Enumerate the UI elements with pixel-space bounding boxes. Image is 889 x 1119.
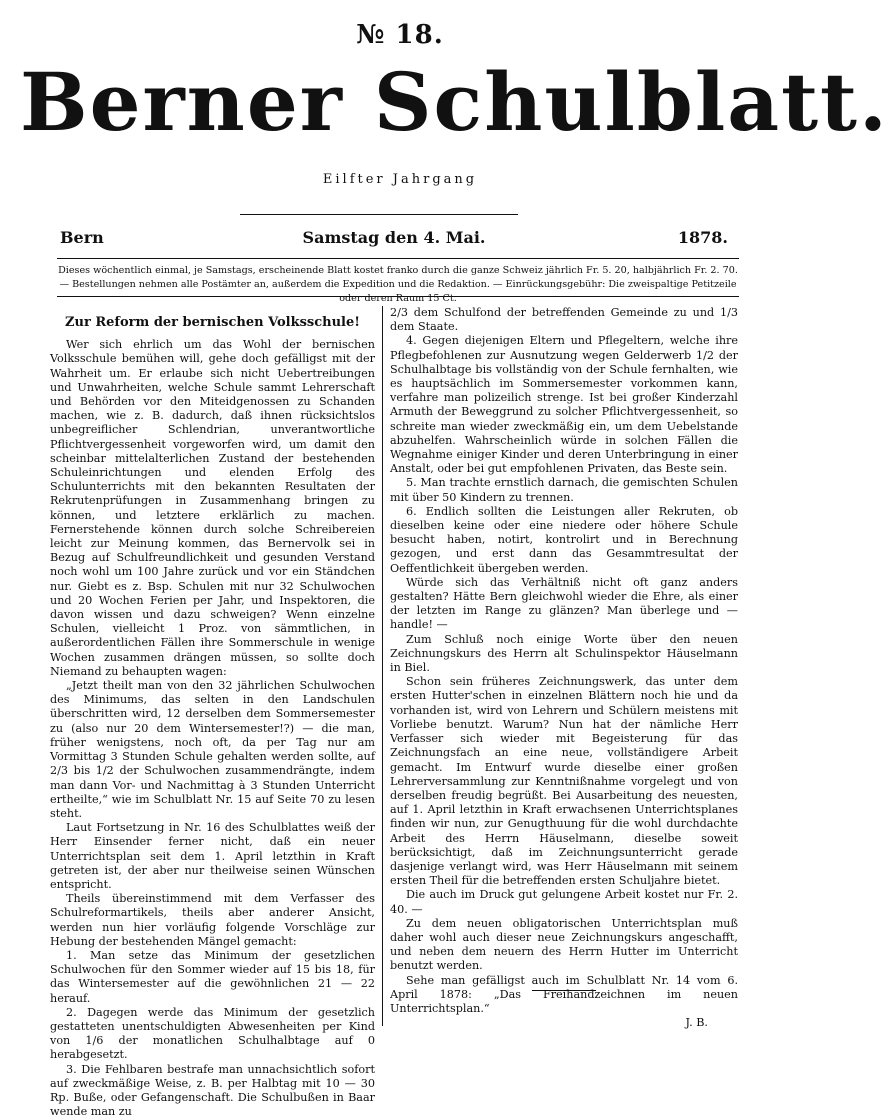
dateline-year: 1878. xyxy=(677,228,728,247)
article-paragraph: Sehe man gefälligst auch im Schulblatt Nr. 14 vom 6. April 1878: „Das Freihandzeichnen im neuen Unterrichtsplan.“ xyxy=(390,973,738,1015)
article-headline: Zur Reform der bernischen Volksschule! xyxy=(65,315,360,330)
article-paragraph: 2/3 dem Schulfond der betreffenden Gemeinde zu und 1/3 dem Staate. xyxy=(390,306,738,334)
article-paragraph: Würde sich das Verhältniß nicht oft ganz anders gestalten? Hätte Bern gleichwohl wieder die Ehre, als einer der letzten im Range zu glänzen? Man überlege und — handle! — xyxy=(390,575,738,632)
article-paragraph: 1. Man setze das Minimum der gesetzlichen Schulwochen für den Sommer wieder auf 15 bis 18, für das Wintersemester auf die gewöhnlichen 21 — 22 herauf. xyxy=(50,948,375,1005)
article-paragraph: 3. Die Fehlbaren bestrafe man unnachsichtlich sofort auf zweckmäßige Weise, z. B. per Halbtag mit 10 — 30 Rp. Buße, oder Gefangenschaft. Die Schulbußen in Baar wende man zu xyxy=(50,1062,375,1119)
article-column-left xyxy=(50,306,375,1119)
volume-line: Eilfter Jahrgang xyxy=(322,172,478,187)
article-end-rule xyxy=(532,990,596,991)
subscription-notice: Dieses wöchentlich einmal, je Samstags, erscheinende Blatt kostet franko durch die ganze Schweiz jährlich Fr. 5. 20, halbjährlich Fr. 2. 70. — Bestellungen nehmen alle Postämter an, außerdem die Expedition und die Redaktion. — Einrückungsgebühr: Die zweispaltige Petitzeile oder deren Raum 15 Ct. xyxy=(58,265,738,304)
issue-number: № 18. xyxy=(356,20,444,50)
article-paragraph: 2. Dagegen werde das Minimum der gesetzlich gestatteten unentschuldigten Abwesenheiten per Kind von 1/6 der monatlichen Schulhalbtage auf 0 herabgesetzt. xyxy=(50,1005,375,1062)
dateline-date: Samstag den 4. Mai. xyxy=(302,228,486,247)
article-paragraph: Zum Schluß noch einige Worte über den neuen Zeichnungskurs des Herrn alt Schulinspektor Häuselmann in Biel. xyxy=(390,632,738,675)
article-paragraph: Laut Fortsetzung in Nr. 16 des Schulblattes weiß der Herr Einsender ferner nicht, daß ein neuer Unterrichtsplan seit dem 1. April letzthin in Kraft getreten ist, der aber nur theilweise seinen Wünschen entspricht. xyxy=(50,821,375,891)
masthead-divider xyxy=(240,214,518,215)
article-signature: J. B. xyxy=(685,1016,708,1030)
article-paragraph: „Jetzt theilt man von den 32 jährlichen Schulwochen des Minimums, das selten in den Landschulen überschritten wird, 12 derselben dem Sommersemester zu (also nur 20 dem Wintersemester!?) — die man, früher wenigstens, noch oft, da per Tag nur am Vormittag 3 Stunden Schule gehalten werden sollte, auf 2/3 bis 1/2 der Schulwochen zusammendrängte, indem man dann Vor- und Nachmittag à 3 Stunden Unterricht ertheilte,“ wie im Schulblatt Nr. 15 auf Seite 70 zu lesen steht. xyxy=(50,679,375,820)
column-divider xyxy=(382,306,383,1026)
article-paragraph: Theils übereinstimmend mit dem Verfasser des Schulreformartikels, theils aber anderer Ansicht, werden nun hier vorläufig folgende Vorschläge zur Hebung der bestehenden Mängel gemacht: xyxy=(50,892,375,948)
article-paragraph: 6. Endlich sollten die Leistungen aller Rekruten, ob dieselben keine oder eine niedere oder höhere Schule besucht haben, notirt, kontrolirt und in Berechnung gezogen, und erst dann das Gesammtresultat der Oeffentlichkeit übergeben werden. xyxy=(390,504,738,575)
article-paragraph: Die auch im Druck gut gelungene Arbeit kostet nur Fr. 2. 40. — xyxy=(390,888,738,916)
masthead-title: Berner Schulblatt. xyxy=(20,55,889,149)
article-paragraph: 4. Gegen diejenigen Eltern und Pflegeltern, welche ihre Pflegbefohlenen zur Ausnutzung wegen Gelderwerb 1/2 der Schulhalbtage bis vollständig von der Schule fernhalten, wie es hauptsächlich im Sommersemester vorkommen kann, verfahre man polizeilich strenge. Ist bei großer Kinderzahl Armuth der Beweggrund zu solcher Pflichtvergessenheit, so schreite man wieder zweckmäßig ein, um dem Uebelstande abzuhelfen. Wahrscheinlich würde in solchen Fällen die Wegnahme einiger Kinder und deren Unterbringung in einer Anstalt, oder bei gut empfohlenen Privaten, das Beste sein. xyxy=(390,334,738,476)
article-paragraph: Wer sich ehrlich um das Wohl der bernischen Volksschule bemühen will, gehe doch gefälligst mit der Wahrheit um. Er erlaube sich nicht Uebertreibungen und Unwahrheiten, welche Schule sammt Lehrerschaft und Behörden vor den Miteidgenossen zu Schanden machen, wie z. B. dadurch, daß ihnen rücksichtslos unbegreiflicher Schlendrian, unverantwortliche Pflichtvergessenheit vorgeworfen wird, um damit den scheinbar mittelalterlichen Zustand der bestehenden Schuleinrichtungen und elenden Erfolg des Schulunterrichts mit den bekannten Resultaten der Rekrutenprüfungen in Zusammenhang bringen zu können, und letztere erklärlich zu machen. Fernerstehende können durch solche Schreibereien leicht zur Meinung kommen, das Bernervolk sei in Bezug auf Schulfreundlichkeit und gesunden Verstand noch wohl um 100 Jahre zurück und vor ein Ständchen nur. Giebt es z. Bsp. Schulen mit nur 32 Schulwochen und 20 Wochen Ferien per Jahr, und Inspektoren, die davon wissen und dazu schweigen? Wenn einzelne Schulen, vielleicht 1 Proz. von sämmtlichen, in außerordentlichen Fällen ihre Sommerschule in wenige Wochen zusammen drängen müssen, so sollte doch Niemand zu behaupten wagen: xyxy=(50,338,375,678)
article-column-right xyxy=(390,306,738,1030)
article-paragraph: 5. Man trachte ernstlich darnach, die gemischten Schulen mit über 50 Kindern zu trennen. xyxy=(390,476,738,504)
notice-bottom-rule xyxy=(57,296,739,297)
notice-top-rule xyxy=(57,258,739,259)
dateline xyxy=(60,228,728,252)
article-paragraph: Schon sein früheres Zeichnungswerk, das unter dem ersten Hutter'schen in einzelnen Blättern noch hie und da vorhanden ist, wird von Lehrern und Schülern meistens mit Vorliebe benutzt. Warum? Nun hat der nämliche Herr Verfasser sich wieder mit Begeisterung für das Zeichnungsfach an eine neue, vollständigere Arbeit gemacht. Im Entwurf wurde dieselbe einer großen Lehrerversammlung zur Kenntnißnahme vorgelegt und von derselben freudig begrüßt. Bei Ausarbeitung des neuesten, auf 1. April letzthin in Kraft erwachsenen Unterrichtsplanes finden wir nun, zur Genugthuung für die wohl durchdachte Arbeit des Herrn Häuselmann, dieselbe soweit berücksichtigt, daß im Zeichnungsunterricht gerade dasjenige verlangt wird, was Herr Häuselmann mit seinem ersten Theil für die betreffenden ersten Schuljahre bietet. xyxy=(390,675,738,888)
article-paragraph: Zu dem neuen obligatorischen Unterrichtsplan muß daher wohl auch dieser neue Zeichnungskurs angeschafft, und neben dem neuern des Herrn Hutter im Unterricht benutzt werden. xyxy=(390,916,738,973)
dateline-place: Bern xyxy=(60,228,104,247)
